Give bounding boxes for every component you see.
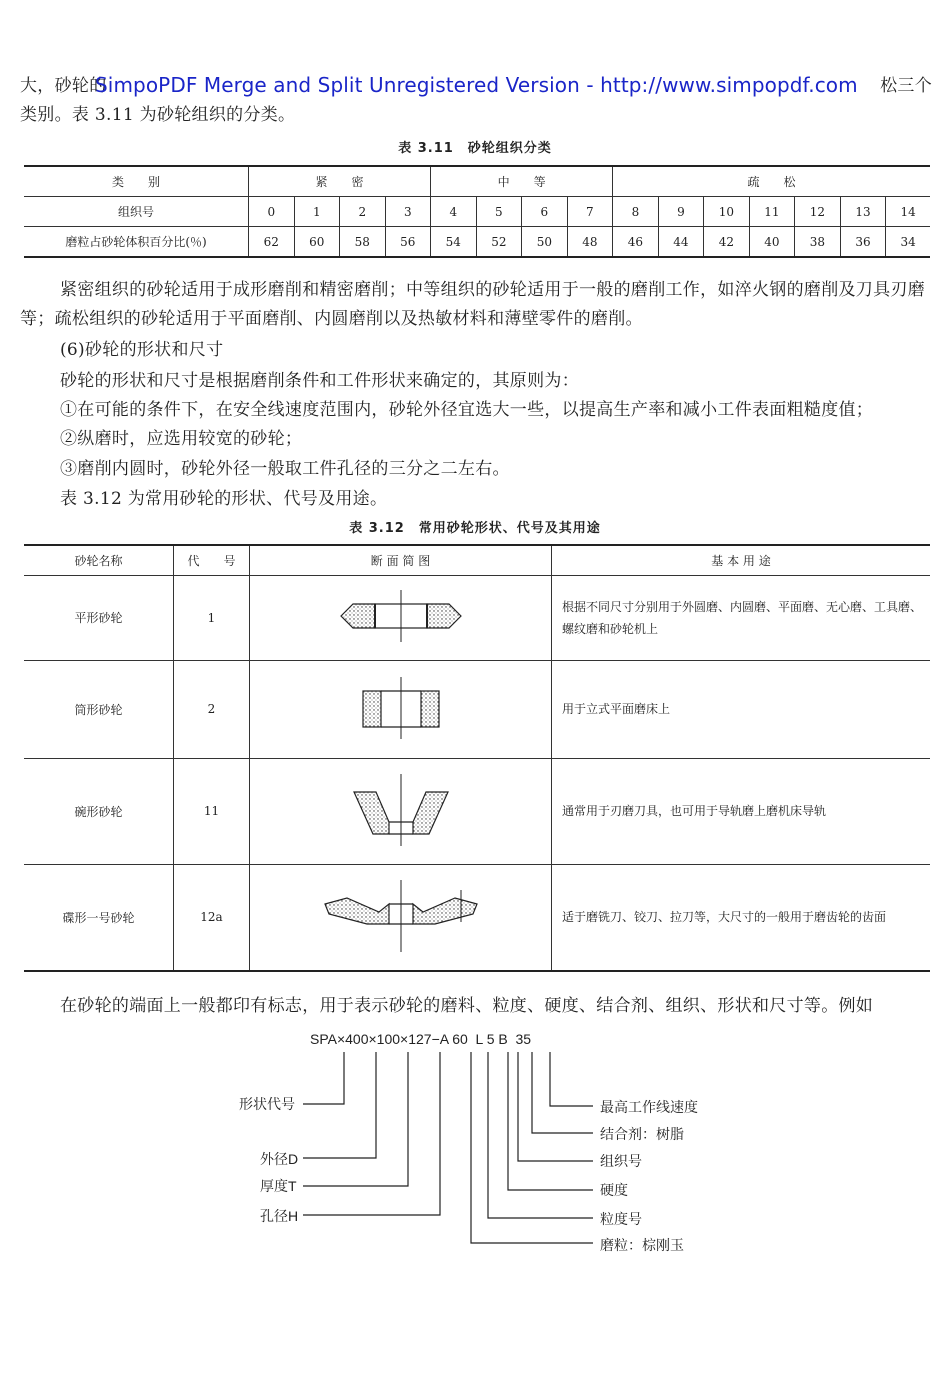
paragraph-structure-usage: 紧密组织的砂轮适用于成形磨削和精密磨削；中等组织的砂轮适用于一般的磨削工作，如淬火钢的磨削及刀具刃磨等；疏松组织的砂轮适用于平面磨削、内圆磨削以及热敏材料和薄壁零件的磨削。 [20, 280, 925, 329]
abrasive-percent-cell: 38 [795, 227, 841, 258]
structure-number-cell: 10 [704, 197, 750, 227]
category-cell: 疏 松 [613, 166, 930, 197]
abrasive-percent-cell: 40 [749, 227, 795, 258]
paragraph-table-ref: 表 3.12 为常用砂轮的形状、代号及用途。 [60, 489, 388, 509]
row-label: 组织号 [24, 197, 249, 227]
label-thickness: 厚度T [260, 1178, 297, 1194]
intro-line1-start: 大，砂轮的 [20, 76, 107, 96]
intro-line1-end: 松三个 [880, 76, 932, 96]
table-3-11-caption: 表 3.11 砂轮组织分类 [398, 141, 552, 156]
structure-number-cell: 8 [613, 197, 659, 227]
abrasive-percent-cell: 60 [294, 227, 340, 258]
abrasive-percent-cell: 48 [567, 227, 613, 258]
structure-number-cell: 12 [795, 197, 841, 227]
category-cell: 紧 密 [249, 166, 431, 197]
structure-number-cell: 2 [340, 197, 386, 227]
principle-item-2: ②纵磨时，应选用较宽的砂轮； [60, 429, 303, 449]
abrasive-percent-cell: 50 [522, 227, 568, 258]
structure-number-cell: 0 [249, 197, 295, 227]
abrasive-percent-cell: 62 [249, 227, 295, 258]
abrasive-percent-cell: 54 [431, 227, 477, 258]
structure-number-cell: 4 [431, 197, 477, 227]
label-abrasive: 磨粒：棕刚玉 [600, 1237, 684, 1253]
row-label: 类 别 [24, 166, 249, 197]
structure-number-cell: 11 [749, 197, 795, 227]
header-name: 砂轮名称 [24, 545, 174, 575]
label-grit-size: 粒度号 [600, 1211, 642, 1227]
wheel-name: 碗形砂轮 [24, 758, 174, 864]
wheel-use: 用于立式平面磨床上 [552, 660, 931, 758]
section-heading-6: (6)砂轮的形状和尺寸 [60, 340, 224, 360]
abrasive-percent-cell: 58 [340, 227, 386, 258]
label-structure-number: 组织号 [600, 1153, 642, 1169]
principle-item-1: ①在可能的条件下，在安全线速度范围内，砂轮外径宜选大一些，以提高生产率和减小工件表面粗糙度值； [60, 400, 874, 420]
structure-number-cell: 13 [840, 197, 886, 227]
wheel-use: 适于磨铣刀、铰刀、拉刀等，大尺寸的一般用于磨齿轮的齿面 [552, 864, 931, 971]
structure-number-cell: 14 [886, 197, 930, 227]
paragraph-marking: 在砂轮的端面上一般都印有标志，用于表示砂轮的磨料、粒度、硬度、结合剂、组织、形状和尺寸等。例如 [60, 996, 874, 1016]
wheel-code: 2 [174, 660, 250, 758]
category-cell: 中 等 [431, 166, 613, 197]
label-max-speed: 最高工作线速度 [600, 1099, 698, 1115]
wheel-code: 11 [174, 758, 250, 864]
label-shape-code: 形状代号 [239, 1096, 295, 1112]
structure-number-cell: 1 [294, 197, 340, 227]
structure-number-cell: 7 [567, 197, 613, 227]
abrasive-percent-cell: 52 [476, 227, 522, 258]
wheel-name: 碟形一号砂轮 [24, 864, 174, 971]
wheel-name: 筒形砂轮 [24, 660, 174, 758]
table-3-12-caption: 表 3.12 常用砂轮形状、代号及其用途 [349, 521, 601, 536]
intro-line2: 类别。表 3.11 为砂轮组织的分类。 [20, 105, 296, 125]
abrasive-percent-cell: 34 [886, 227, 930, 258]
abrasive-percent-cell: 36 [840, 227, 886, 258]
marking-code: SPA×400×100×127−A 60 L 5 B 35 [310, 1031, 532, 1047]
wheel-name: 平形砂轮 [24, 575, 174, 660]
abrasive-percent-cell: 44 [658, 227, 704, 258]
label-bond: 结合剂：树脂 [600, 1126, 684, 1142]
wheel-code: 1 [174, 575, 250, 660]
structure-number-cell: 5 [476, 197, 522, 227]
wheel-code: 12a [174, 864, 250, 971]
principle-item-3: ③磨削内圆时，砂轮外径一般取工件孔径的三分之二左右。 [60, 459, 510, 479]
abrasive-percent-cell: 46 [613, 227, 659, 258]
label-bore-diameter: 孔径H [260, 1208, 299, 1224]
header-use: 基 本 用 途 [552, 545, 931, 575]
header-code: 代 号 [174, 545, 250, 575]
abrasive-percent-cell: 42 [704, 227, 750, 258]
row-label: 磨粒占砂轮体积百分比(％) [24, 227, 249, 258]
label-hardness: 硬度 [600, 1182, 628, 1198]
structure-number-cell: 6 [522, 197, 568, 227]
watermark: SimpoPDF Merge and Split Unregistered Version - http://www.simpopdf.com [95, 73, 858, 97]
abrasive-percent-cell: 56 [385, 227, 431, 258]
structure-number-cell: 9 [658, 197, 704, 227]
paragraph-principle: 砂轮的形状和尺寸是根据磨削条件和工件形状来确定的，其原则为： [60, 371, 579, 391]
header-diagram: 断 面 简 图 [250, 545, 552, 575]
structure-number-cell: 3 [385, 197, 431, 227]
label-outer-diameter: 外径D [260, 1151, 299, 1167]
wheel-use: 通常用于刃磨刀具，也可用于导轨磨上磨机床导轨 [552, 758, 931, 864]
wheel-use: 根据不同尺寸分别用于外圆磨、内圆磨、平面磨、无心磨、工具磨、螺纹磨和砂轮机上 [552, 575, 931, 660]
